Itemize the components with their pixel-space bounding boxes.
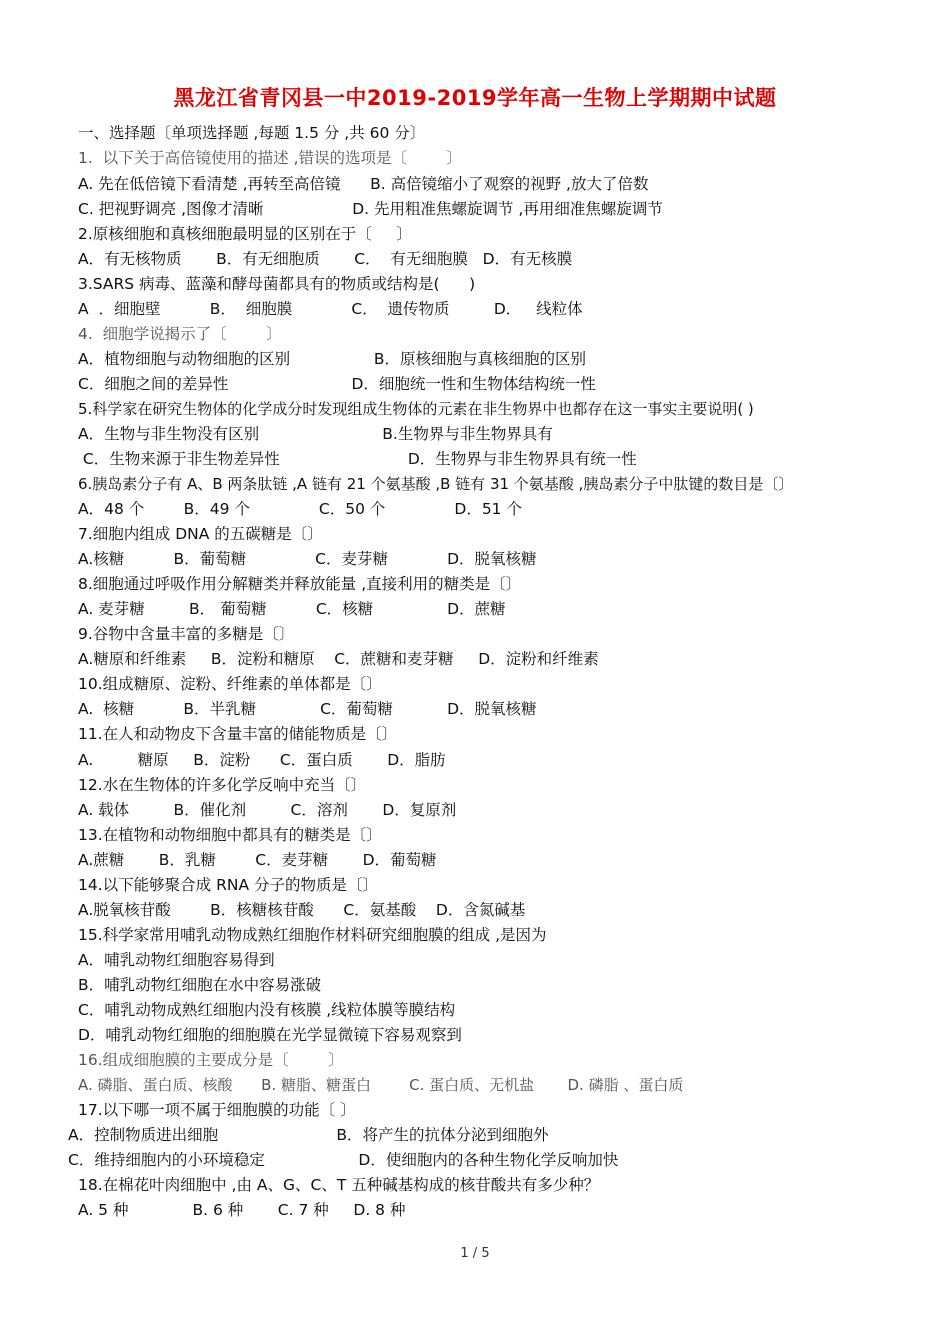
options-9: A.糖原和纤维素 B．淀粉和糖原 C．蔗糖和麦芽糖 D．淀粉和纤维素 [78, 650, 599, 668]
question-7: 7.细胞内组成 DNA 的五碳糖是〔〕 [78, 525, 323, 543]
question-17: 17.以下哪一项不属于细胞膜的功能〔 〕 [78, 1101, 356, 1119]
option-15d: D．哺乳动物红细胞的细胞膜在光学显微镜下容易观察到 [78, 1026, 462, 1044]
options-7: A.核糖 B．葡萄糖 C．麦芽糖 D．脱氧核糖 [78, 550, 537, 568]
options-10: A. 核糖 B．半乳糖 C．葡萄糖 D．脱氧核糖 [78, 700, 537, 718]
options-13: A.蔗糖 B．乳糖 C．麦芽糖 D．葡萄糖 [78, 851, 437, 869]
question-10: 10.组成糖原、淀粉、纤维素的单体都是〔〕 [78, 675, 382, 693]
options-6: A．48 个 B．49 个 C．50 个 D．51 个 [78, 500, 522, 518]
question-16: 16.组成细胞膜的主要成分是〔 〕 [78, 1051, 344, 1069]
question-3: 3.SARS 病毒、蓝藻和酵母菌都具有的物质或结构是( ) [78, 275, 476, 293]
question-1: 1. 以下关于高倍镜使用的描述 ,错误的选项是〔 〕 [78, 149, 462, 167]
question-2: 2.原核细胞和真核细胞最明显的区别在于〔 〕 [78, 225, 412, 243]
options-17b: C．维持细胞内的小环境稳定 D．使细胞内的各种生物化学反响加快 [68, 1151, 619, 1169]
options-18: A. 5 种 B. 6 种 C. 7 种 D. 8 种 [78, 1201, 406, 1219]
question-6: 6.胰岛素分子有 A、B 两条肽链 ,A 链有 21 个氨基酸 ,B 链有 31 个氨基酸 ,胰岛素分子中肽键的数目是〔〕 [78, 475, 794, 493]
question-12: 12.水在生物体的许多化学反响中充当〔〕 [78, 776, 367, 794]
option-15c: C．哺乳动物成熟红细胞内没有核膜 ,线粒体膜等膜结构 [78, 1001, 456, 1019]
options-5b: C．生物来源于非生物差异性 D．生物界与非生物界具有统一性 [78, 450, 637, 468]
options-12: A. 载体 B．催化剂 C．溶剂 D．复原剂 [78, 801, 457, 819]
question-4: 4. 细胞学说揭示了〔 〕 [78, 325, 282, 343]
options-4a: A．植物细胞与动物细胞的区别 B．原核细胞与真核细胞的区别 [78, 350, 586, 368]
options-1b: C. 把视野调亮 ,图像才清晰 D. 先用粗准焦螺旋调节 ,再用细准焦螺旋调节 [78, 200, 663, 218]
question-14: 14.以下能够聚合成 RNA 分子的物质是〔〕 [78, 876, 378, 894]
options-8: A. 麦芽糖 B． 葡萄糖 C．核糖 D．蔗糖 [78, 600, 506, 618]
options-2: A．有无核物质 B．有无细胞质 C． 有无细胞膜 D．有无核膜 [78, 250, 573, 268]
options-16: A. 磷脂、蛋白质、核酸 B. 糖脂、糖蛋白 C. 蛋白质、无机盐 D. 磷脂 、蛋白质 [78, 1076, 684, 1094]
options-17a: A．控制物质进出细胞 B．将产生的抗体分泌到细胞外 [68, 1126, 549, 1144]
question-8: 8.细胞通过呼吸作用分解糖类并释放能量 ,直接利用的糖类是〔〕 [78, 575, 522, 593]
options-5a: A．生物与非生物没有区别 B.生物界与非生物界具有 [78, 425, 553, 443]
page-title: 黑龙江省青冈县一中2019-2019学年高一生物上学期期中试题 [173, 86, 777, 110]
question-11: 11.在人和动物皮下含量丰富的储能物质是〔〕 [78, 725, 398, 743]
options-3: A ．细胞壁 B． 细胞膜 C． 遗传物质 D． 线粒体 [78, 300, 583, 318]
option-15b: B．哺乳动物红细胞在水中容易涨破 [78, 976, 322, 994]
options-11: A. 糖原 B．淀粉 C．蛋白质 D．脂肪 [78, 751, 446, 769]
question-18: 18.在棉花叶肉细胞中 ,由 A、G、C、T 五种碱基构成的核苷酸共有多少种？ [78, 1176, 600, 1194]
options-4b: C．细胞之间的差异性 D．细胞统一性和生物体结构统一性 [78, 375, 596, 393]
section-heading: 一、选择题〔单项选择题 ,每题 1.5 分 ,共 60 分〕 [78, 124, 426, 142]
option-15a: A．哺乳动物红细胞容易得到 [78, 951, 275, 969]
options-1a: A. 先在低倍镜下看清楚 ,再转至高倍镜 B. 高倍镜缩小了观察的视野 ,放大了倍数 [78, 175, 649, 193]
question-9: 9.谷物中含量丰富的多糖是〔〕 [78, 625, 295, 643]
options-14: A.脱氧核苷酸 B．核糖核苷酸 C．氨基酸 D．含氮碱基 [78, 901, 526, 919]
question-13: 13.在植物和动物细胞中都具有的糖类是〔〕 [78, 826, 382, 844]
question-15: 15.科学家常用哺乳动物成熟红细胞作材料研究细胞膜的组成 ,是因为 [78, 926, 547, 944]
page-number: 1 / 5 [460, 1246, 490, 1261]
question-5: 5.科学家在研究生物体的化学成分时发现组成生物体的元素在非生物界中也都存在这一事实主要说明( ) [78, 400, 754, 418]
